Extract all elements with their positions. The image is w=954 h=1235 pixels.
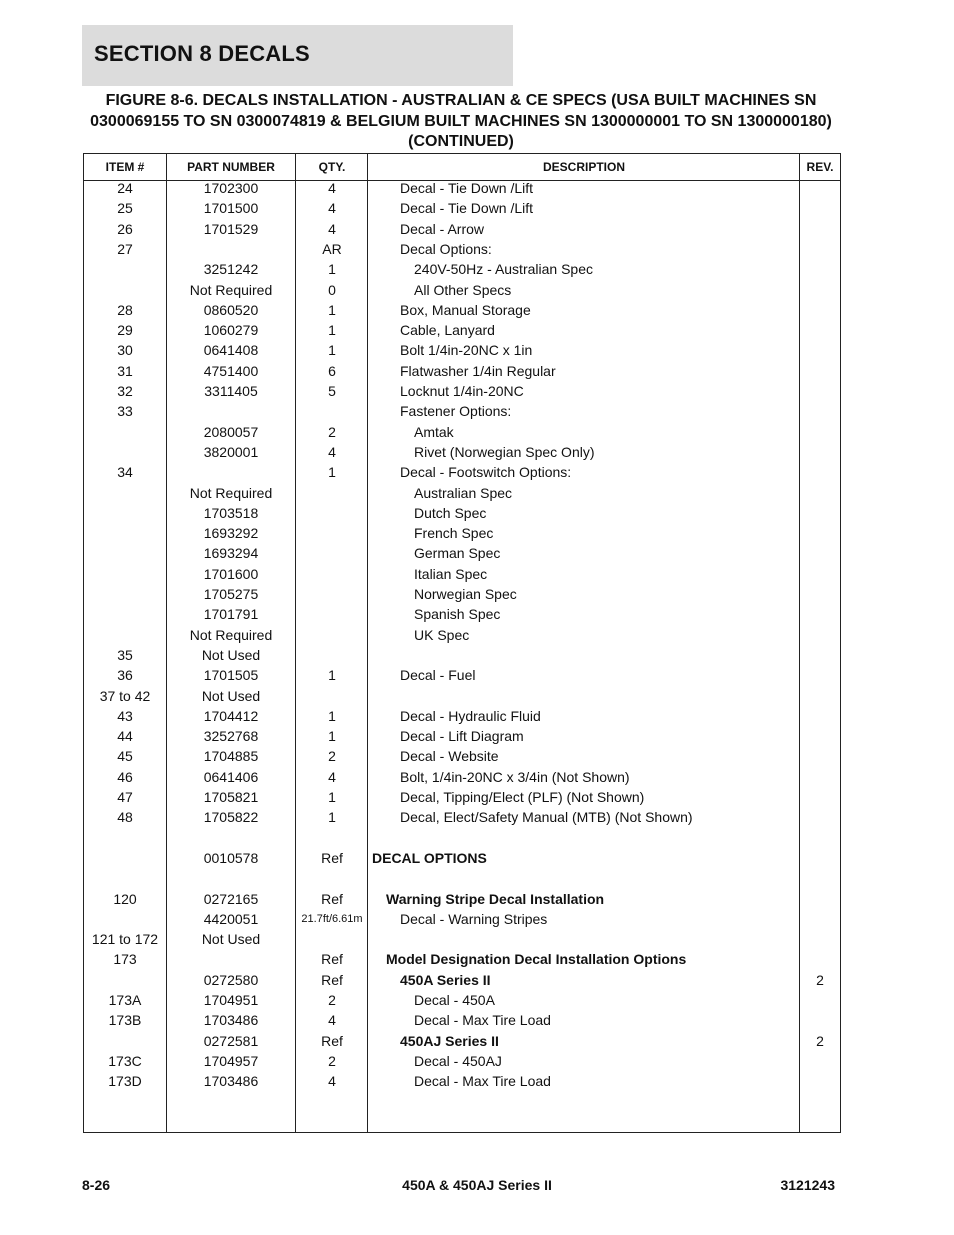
table-row — [84, 483, 840, 503]
part-number-cell: Not Used — [201, 931, 261, 948]
description-cell: Cable, Lanyard — [400, 322, 495, 339]
item-cell: 29 — [117, 322, 133, 339]
description-cell: Norwegian Spec — [414, 586, 517, 602]
table-row — [84, 807, 840, 827]
item-cell: 33 — [117, 403, 133, 420]
part-number-cell: 1702300 — [203, 180, 259, 196]
table-row — [84, 848, 840, 868]
description-cell: Decal - Footswitch Options: — [400, 464, 572, 481]
description-cell: 240V-50Hz - Australian Spec — [414, 261, 593, 278]
table-row — [84, 340, 840, 360]
header-qty: QTY. — [318, 160, 346, 174]
qty-cell: 4 — [328, 1012, 336, 1029]
qty-cell: Ref — [321, 1032, 343, 1049]
description-cell: German Spec — [414, 545, 501, 562]
table-row — [84, 990, 840, 1010]
table-row — [84, 949, 840, 969]
part-number-cell: 1705821 — [203, 789, 259, 805]
qty-cell: 6 — [328, 362, 336, 379]
part-number-cell: 1704885 — [203, 748, 259, 765]
description-cell: Amtak — [414, 423, 454, 440]
table-row — [84, 868, 840, 888]
table-row — [84, 523, 840, 543]
qty-cell: 1 — [328, 322, 336, 339]
table-row — [84, 665, 840, 685]
item-cell: 47 — [117, 789, 133, 805]
item-cell: 45 — [117, 748, 133, 765]
item-cell: 173B — [108, 1012, 142, 1029]
item-cell: 173D — [108, 1073, 142, 1090]
part-number-cell: Not Required — [189, 626, 273, 643]
qty-cell: Ref — [321, 951, 343, 968]
table-row — [84, 1010, 840, 1030]
section-banner — [82, 25, 513, 86]
table-row — [84, 401, 840, 421]
description-cell: Locknut 1/4in-20NC — [400, 383, 524, 399]
qty-cell: 4 — [328, 1073, 336, 1090]
item-cell: 46 — [117, 768, 133, 785]
item-cell: 31 — [117, 362, 133, 379]
description-cell: Decal - Tie Down /Lift — [400, 200, 534, 217]
table-row — [84, 361, 840, 381]
part-number-cell: 3820001 — [203, 443, 259, 460]
section-title: SECTION 8 DECALS — [94, 41, 310, 66]
description-cell: 450A Series II — [400, 971, 491, 988]
header-part-number: PART NUMBER — [187, 160, 275, 174]
item-cell: 44 — [117, 728, 133, 745]
qty-cell: Ref — [321, 971, 343, 988]
description-cell: Decal - Lift Diagram — [400, 728, 524, 745]
qty-cell: 2 — [328, 423, 336, 440]
table-row — [84, 178, 840, 198]
part-number-cell: 0272580 — [203, 971, 259, 988]
description-cell: Decal - Website — [400, 748, 499, 765]
table-row — [84, 1031, 840, 1051]
description-cell: Box, Manual Storage — [400, 301, 531, 318]
figure-title: FIGURE 8-6. DECALS INSTALLATION - AUSTRALIAN & CE SPECS (USA BUILT MACHINES SN 0300069155 TO SN 0300074819 & BELGIUM BUILT MACHINES SN 1300000001 TO SN 1300000180) (CONTINUED) — [90, 92, 832, 150]
table-row — [84, 706, 840, 726]
part-number-cell: 2080057 — [203, 423, 259, 440]
header-rev: REV. — [806, 160, 834, 174]
part-number-cell: 1701791 — [203, 606, 259, 623]
item-cell: 173A — [108, 992, 142, 1008]
table-row — [84, 239, 840, 259]
qty-cell: 21.7ft/6.61m — [301, 912, 363, 925]
item-cell: 48 — [117, 809, 133, 826]
rev-cell: 2 — [816, 971, 824, 988]
qty-cell: 1 — [328, 464, 336, 481]
part-number-cell: 1701500 — [203, 200, 259, 217]
part-number-cell: 1701529 — [203, 220, 259, 237]
part-number-cell: Not Used — [201, 646, 261, 663]
description-cell: French Spec — [414, 525, 494, 542]
description-cell: Decal - Fuel — [400, 667, 476, 684]
qty-cell: 0 — [328, 281, 336, 298]
parts-table — [83, 153, 841, 1133]
table-row — [84, 787, 840, 807]
qty-cell: 2 — [328, 748, 336, 765]
qty-cell: 4 — [328, 220, 336, 237]
part-number-cell: 0010578 — [203, 849, 259, 866]
description-cell: Italian Spec — [414, 565, 488, 582]
part-number-cell: 3252768 — [203, 728, 259, 745]
part-number-cell: 1703486 — [203, 1012, 259, 1029]
table-row — [84, 686, 840, 706]
table-row — [84, 300, 840, 320]
qty-cell: 1 — [328, 707, 336, 724]
qty-cell: 2 — [328, 992, 336, 1008]
table-row — [84, 422, 840, 442]
document-number: 3121243 — [780, 1177, 835, 1193]
part-number-cell: 1693292 — [203, 525, 259, 542]
part-number-cell: 1060279 — [203, 322, 259, 339]
description-cell: Decal - Arrow — [400, 220, 485, 237]
item-cell: 36 — [117, 667, 133, 684]
qty-cell: 1 — [328, 728, 336, 745]
table-row — [84, 746, 840, 766]
item-cell: 173C — [108, 1052, 142, 1069]
table-row — [84, 564, 840, 584]
part-number-cell: 0860520 — [203, 301, 259, 318]
qty-cell: 4 — [328, 443, 336, 460]
description-cell: Decal, Tipping/Elect (PLF) (Not Shown) — [400, 789, 645, 805]
part-number-cell: 1705275 — [203, 586, 259, 602]
description-cell: Decal - Warning Stripes — [400, 910, 548, 927]
part-number-cell: 1701505 — [203, 667, 259, 684]
part-number-cell: 1704951 — [203, 992, 259, 1008]
part-number-cell: 3251242 — [203, 261, 259, 278]
table-row — [84, 889, 840, 909]
description-cell: UK Spec — [414, 626, 470, 643]
description-cell: Decal, Elect/Safety Manual (MTB) (Not Shown) — [400, 809, 693, 826]
description-cell: Decal Options: — [400, 240, 492, 257]
table-row — [84, 320, 840, 340]
item-cell: 32 — [117, 383, 133, 399]
table-row — [84, 828, 840, 848]
description-cell: Bolt, 1/4in-20NC x 3/4in (Not Shown) — [400, 768, 630, 785]
table-row — [84, 503, 840, 523]
part-number-cell: 0641406 — [203, 768, 259, 785]
part-number-cell: 1703518 — [203, 504, 259, 521]
qty-cell: 1 — [328, 809, 336, 826]
qty-cell: 5 — [328, 383, 336, 399]
item-cell: 35 — [117, 646, 133, 663]
description-cell: Dutch Spec — [414, 504, 487, 521]
item-cell: 173 — [113, 951, 137, 968]
item-cell: 24 — [117, 180, 133, 196]
part-number-cell: 4420051 — [203, 910, 259, 927]
item-cell: 26 — [117, 220, 133, 237]
description-cell: Decal - Max Tire Load — [414, 1012, 551, 1029]
description-cell: All Other Specs — [414, 281, 512, 298]
qty-cell: Ref — [321, 849, 343, 866]
table-row — [84, 584, 840, 604]
qty-cell: AR — [322, 240, 342, 257]
part-number-cell: Not Used — [201, 687, 261, 704]
part-number-cell: 0272581 — [203, 1032, 259, 1049]
item-cell: 121 to 172 — [91, 931, 159, 948]
table-row — [84, 604, 840, 624]
description-cell: Rivet (Norwegian Spec Only) — [414, 443, 595, 460]
model-name: 450A & 450AJ Series II — [402, 1177, 552, 1193]
header-description: DESCRIPTION — [542, 160, 625, 174]
description-cell: Bolt 1/4in-20NC x 1in — [400, 342, 533, 359]
description-cell: Decal - Hydraulic Fluid — [400, 707, 541, 724]
description-cell: Model Designation Decal Installation Options — [386, 951, 687, 968]
qty-cell: 1 — [328, 301, 336, 318]
table-row — [84, 442, 840, 462]
description-cell: Flatwasher 1/4in Regular — [400, 362, 556, 379]
qty-cell: 4 — [328, 180, 336, 196]
qty-cell: 1 — [328, 342, 336, 359]
description-cell: Decal - Max Tire Load — [414, 1073, 551, 1090]
table-row — [84, 381, 840, 401]
table-row — [84, 970, 840, 990]
part-number-cell: Not Required — [189, 281, 273, 298]
table-row — [84, 1051, 840, 1071]
qty-cell: 4 — [328, 768, 336, 785]
rev-cell: 2 — [816, 1032, 824, 1049]
table-row — [84, 1071, 840, 1091]
item-cell: 28 — [117, 301, 133, 318]
table-row — [84, 280, 840, 300]
header-item: ITEM # — [105, 160, 145, 174]
item-cell: 25 — [117, 200, 133, 217]
item-cell: 34 — [117, 464, 133, 481]
part-number-cell: Not Required — [189, 484, 273, 501]
description-cell: Fastener Options: — [400, 403, 512, 420]
qty-cell: Ref — [321, 890, 343, 907]
table-row — [84, 767, 840, 787]
description-cell: Australian Spec — [414, 484, 513, 501]
description-cell: Warning Stripe Decal Installation — [386, 890, 605, 907]
part-number-cell: 1701600 — [203, 565, 259, 582]
qty-cell: 2 — [328, 1052, 336, 1069]
table-row — [84, 645, 840, 665]
part-number-cell: 1704412 — [203, 707, 259, 724]
item-cell: 43 — [117, 707, 133, 724]
table-header — [84, 154, 840, 181]
item-cell: 37 to 42 — [99, 687, 151, 704]
qty-cell: 1 — [328, 261, 336, 278]
description-cell: Spanish Spec — [414, 606, 501, 623]
item-cell: 120 — [113, 890, 137, 907]
item-cell: 30 — [117, 342, 133, 359]
table-row — [84, 543, 840, 563]
table-row — [84, 198, 840, 218]
part-number-cell: 1705822 — [203, 809, 259, 826]
part-number-cell: 0272165 — [203, 890, 259, 907]
item-cell: 27 — [117, 240, 133, 257]
part-number-cell: 1703486 — [203, 1073, 259, 1090]
table-row — [84, 625, 840, 645]
description-cell: DECAL OPTIONS — [372, 849, 487, 866]
table-row — [84, 462, 840, 482]
part-number-cell: 0641408 — [203, 342, 259, 359]
part-number-cell: 1693294 — [203, 545, 259, 562]
description-cell: Decal - 450A — [414, 992, 495, 1008]
qty-cell: 1 — [328, 667, 336, 684]
qty-cell: 1 — [328, 789, 336, 805]
description-cell: 450AJ Series II — [400, 1032, 499, 1049]
qty-cell: 4 — [328, 200, 336, 217]
part-number-cell: 1704957 — [203, 1052, 259, 1069]
part-number-cell: 3311405 — [204, 383, 258, 399]
description-cell: Decal - 450AJ — [414, 1052, 502, 1069]
table-row — [84, 909, 840, 929]
table-row — [84, 259, 840, 279]
part-number-cell: 4751400 — [203, 362, 259, 379]
page-number: 8-26 — [82, 1177, 111, 1193]
table-row — [84, 726, 840, 746]
table-row — [84, 219, 840, 239]
table-row — [84, 929, 840, 949]
description-cell: Decal - Tie Down /Lift — [400, 180, 534, 196]
